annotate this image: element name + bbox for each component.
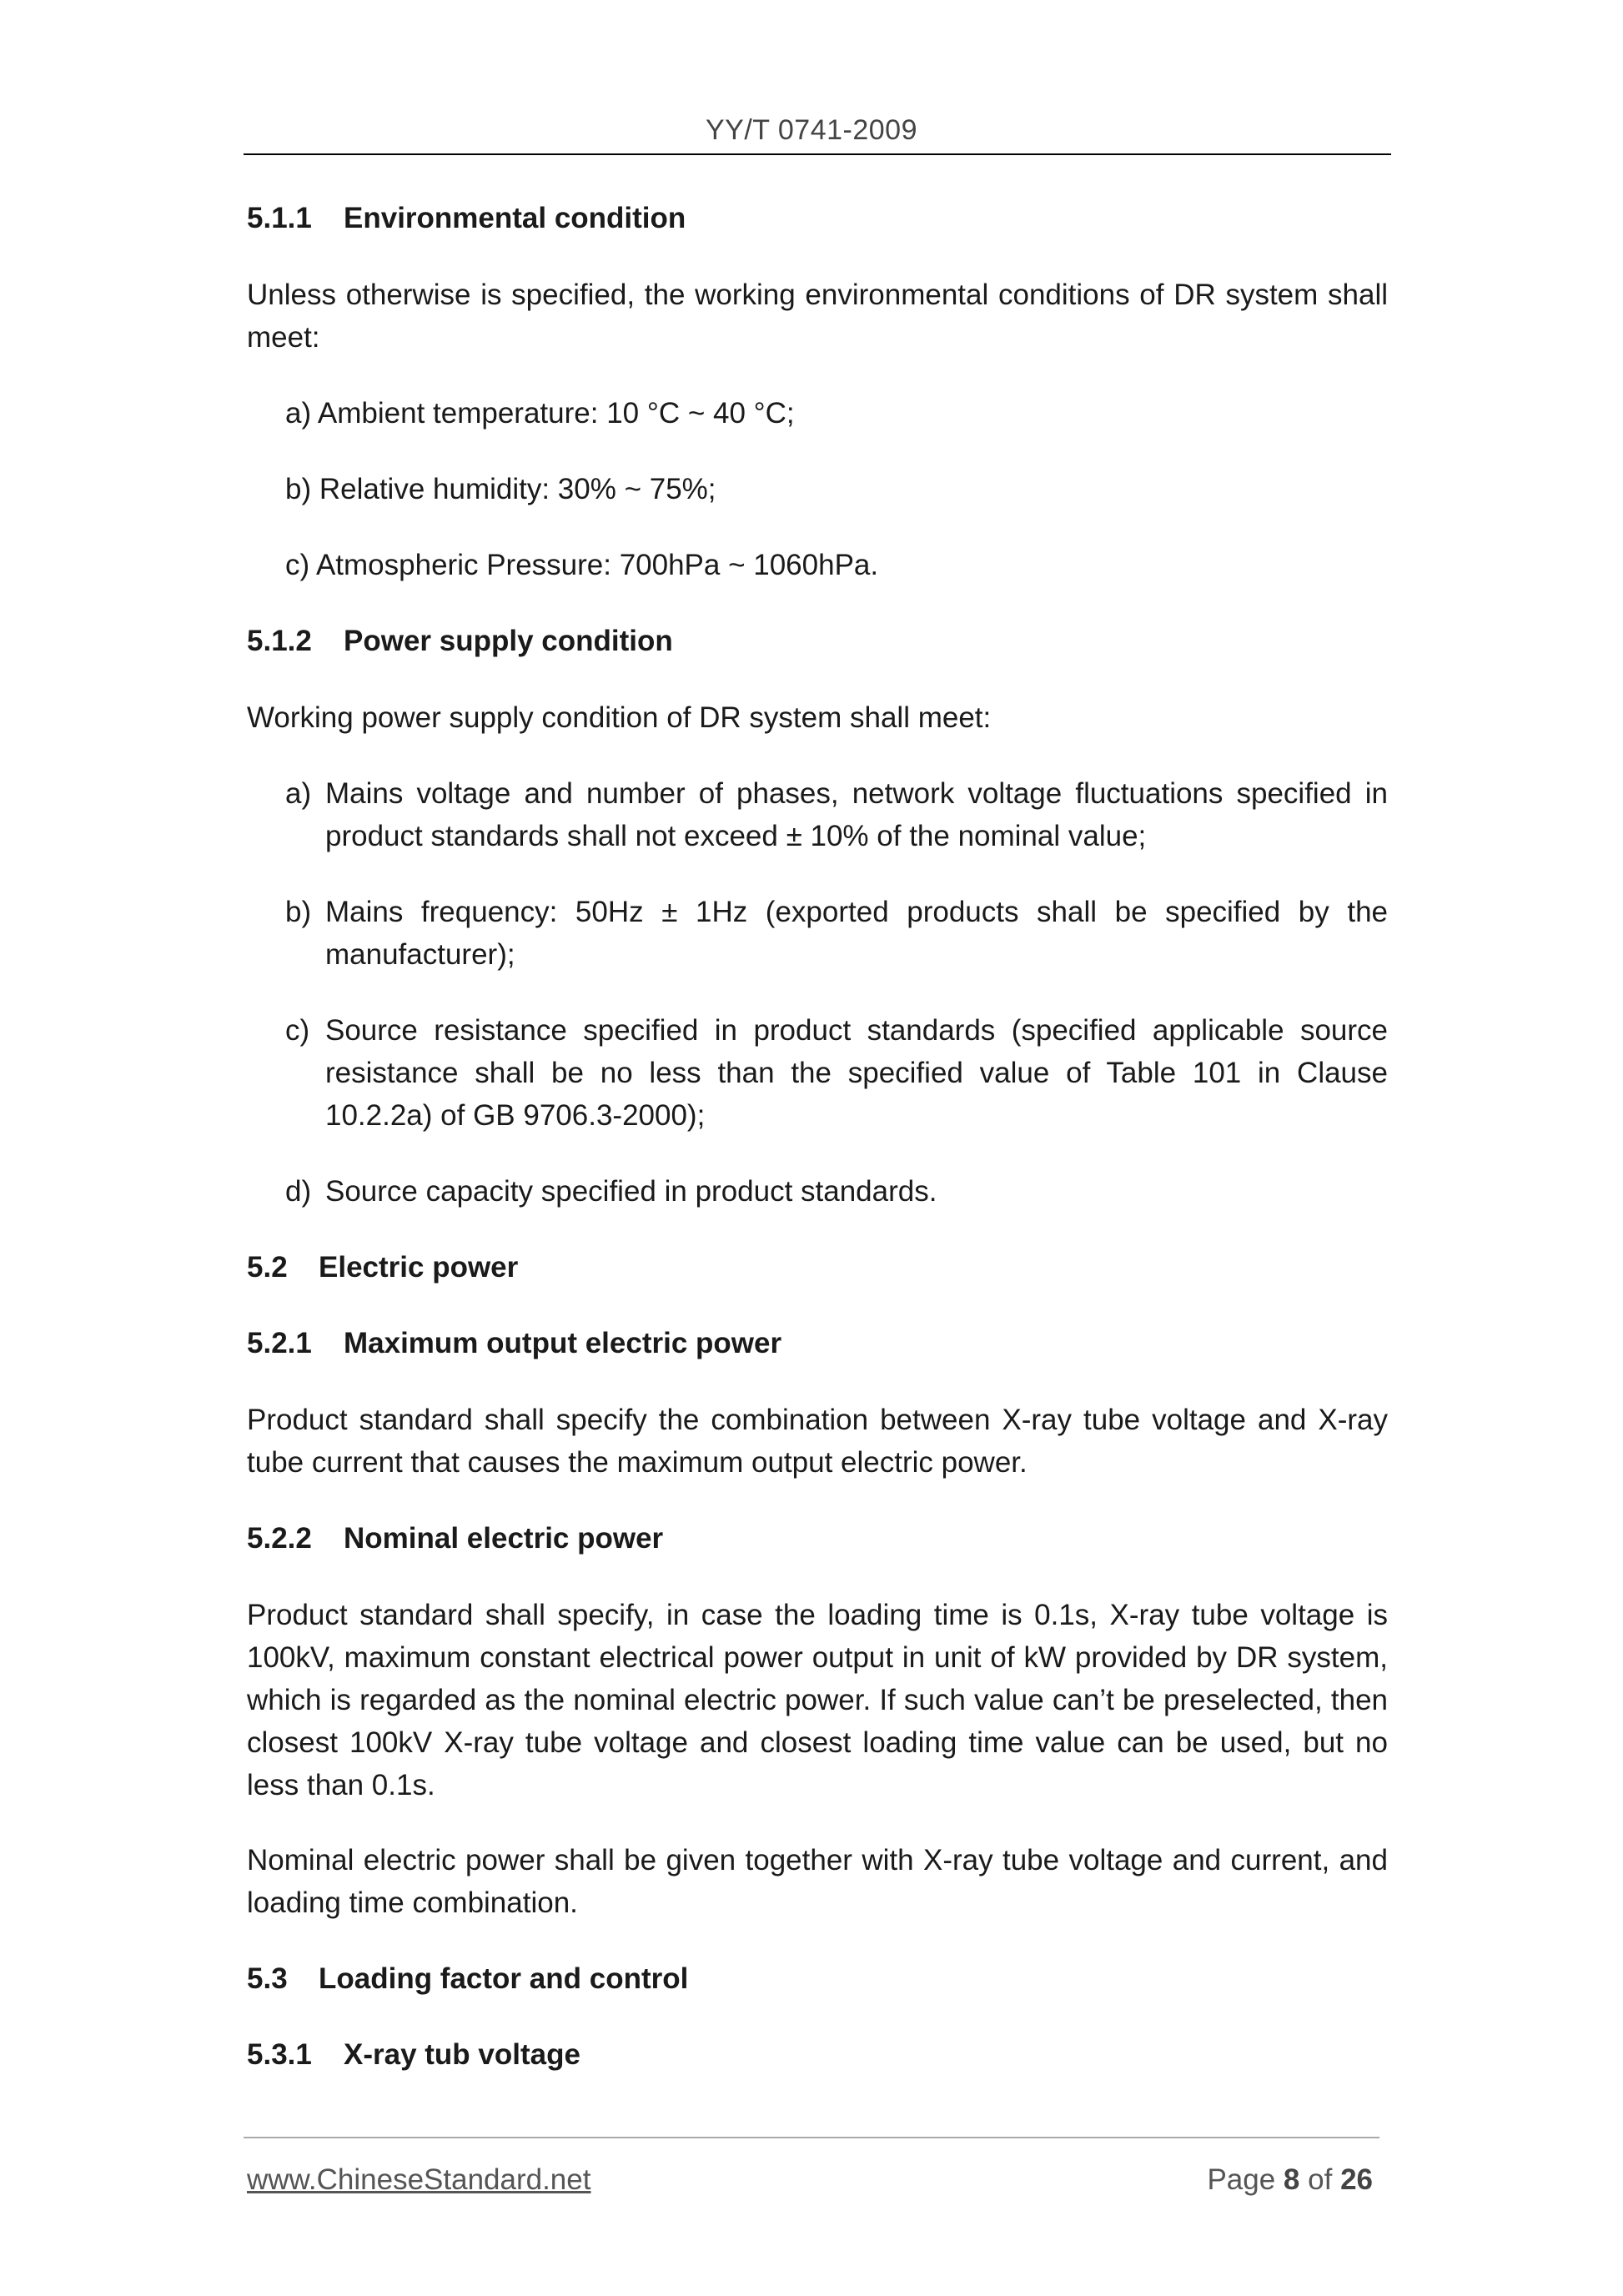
page-indicator bbox=[1207, 2163, 1373, 2197]
heading-number: 5.3.1 bbox=[247, 2038, 312, 2071]
heading-title: Loading factor and control bbox=[319, 1962, 689, 1995]
paragraph: Product standard shall specify the combination between X-ray tube voltage and X-ray tube current that causes the maximum output electric power. bbox=[247, 1404, 1388, 1479]
heading-title: Maximum output electric power bbox=[344, 1327, 782, 1359]
list-marker: d) bbox=[285, 1175, 312, 1208]
heading-5-3 bbox=[247, 1962, 688, 1996]
heading-5-3-1 bbox=[247, 2038, 580, 2072]
list-item-text: Source resistance specified in product standards (specified applicable source resistance shall be no less than the specified value of Table 101 in Clause 10.2.2a) of GB 9706.3-2000); bbox=[325, 1014, 1388, 1132]
heading-title: Electric power bbox=[319, 1251, 519, 1284]
list-marker: a) bbox=[285, 777, 312, 810]
heading-number: 5.2 bbox=[247, 1251, 288, 1284]
heading-5-2-2 bbox=[247, 1522, 663, 1555]
list-item: a) Ambient temperature: 10 °C ~ 40 °C; bbox=[285, 397, 795, 430]
heading-number: 5.2.1 bbox=[247, 1327, 312, 1359]
list-item-text: Mains voltage and number of phases, network voltage fluctuations specified in product standards shall not exceed ± 10% of the nominal value; bbox=[325, 777, 1388, 852]
document-id-header: YY/T 0741-2009 bbox=[706, 114, 917, 146]
paragraph: Working power supply condition of DR system shall meet: bbox=[247, 701, 992, 734]
list-item bbox=[285, 891, 1388, 976]
page-label: Page bbox=[1207, 2163, 1276, 2196]
list-item-text: Source capacity specified in product standards. bbox=[325, 1175, 937, 1208]
page-total: 26 bbox=[1340, 2163, 1373, 2196]
list-item: c) Atmospheric Pressure: 700hPa ~ 1060hPa. bbox=[285, 549, 879, 581]
heading-number: 5.3 bbox=[247, 1962, 288, 1995]
list-item: b) Relative humidity: 30% ~ 75%; bbox=[285, 473, 716, 505]
heading-5-2-1 bbox=[247, 1327, 781, 1360]
paragraph: Unless otherwise is specified, the working environmental conditions of DR system shall meet: bbox=[247, 279, 1388, 354]
list-marker: c) bbox=[285, 1014, 310, 1047]
paragraph: Nominal electric power shall be given together with X-ray tube voltage and current, and loading time combination. bbox=[247, 1844, 1388, 1919]
page-current: 8 bbox=[1283, 2163, 1300, 2196]
heading-title: Nominal electric power bbox=[344, 1522, 664, 1555]
heading-5-1-2 bbox=[247, 625, 673, 658]
paragraph: Product standard shall specify, in case the loading time is 0.1s, X-ray tube voltage is 100kV, maximum constant electrical power output in unit of kW provided by DR system, which is regarded as the nominal electric power. If such value can’t be preselected, then closest 100kV X-ray tube voltage and closest loading time value can be used, but no less than 0.1s. bbox=[247, 1599, 1388, 1801]
heading-title: Power supply condition bbox=[344, 625, 673, 657]
heading-number: 5.2.2 bbox=[247, 1522, 312, 1555]
list-item bbox=[285, 1009, 1388, 1137]
list-item bbox=[285, 772, 1388, 857]
heading-number: 5.1.2 bbox=[247, 625, 312, 657]
heading-number: 5.1.1 bbox=[247, 202, 312, 234]
list-item bbox=[285, 1170, 1388, 1213]
heading-title: Environmental condition bbox=[344, 202, 686, 234]
header-rule bbox=[244, 153, 1391, 155]
heading-title: X-ray tub voltage bbox=[344, 2038, 580, 2071]
website-link[interactable]: www.ChineseStandard.net bbox=[247, 2163, 591, 2196]
heading-5-1-1 bbox=[247, 202, 686, 235]
list-item-text: Mains frequency: 50Hz ± 1Hz (exported products shall be specified by the manufacturer); bbox=[325, 896, 1388, 971]
heading-5-2 bbox=[247, 1251, 518, 1284]
page-of-label: of bbox=[1308, 2163, 1333, 2196]
footer-rule bbox=[244, 2137, 1379, 2138]
list-marker: b) bbox=[285, 896, 312, 928]
